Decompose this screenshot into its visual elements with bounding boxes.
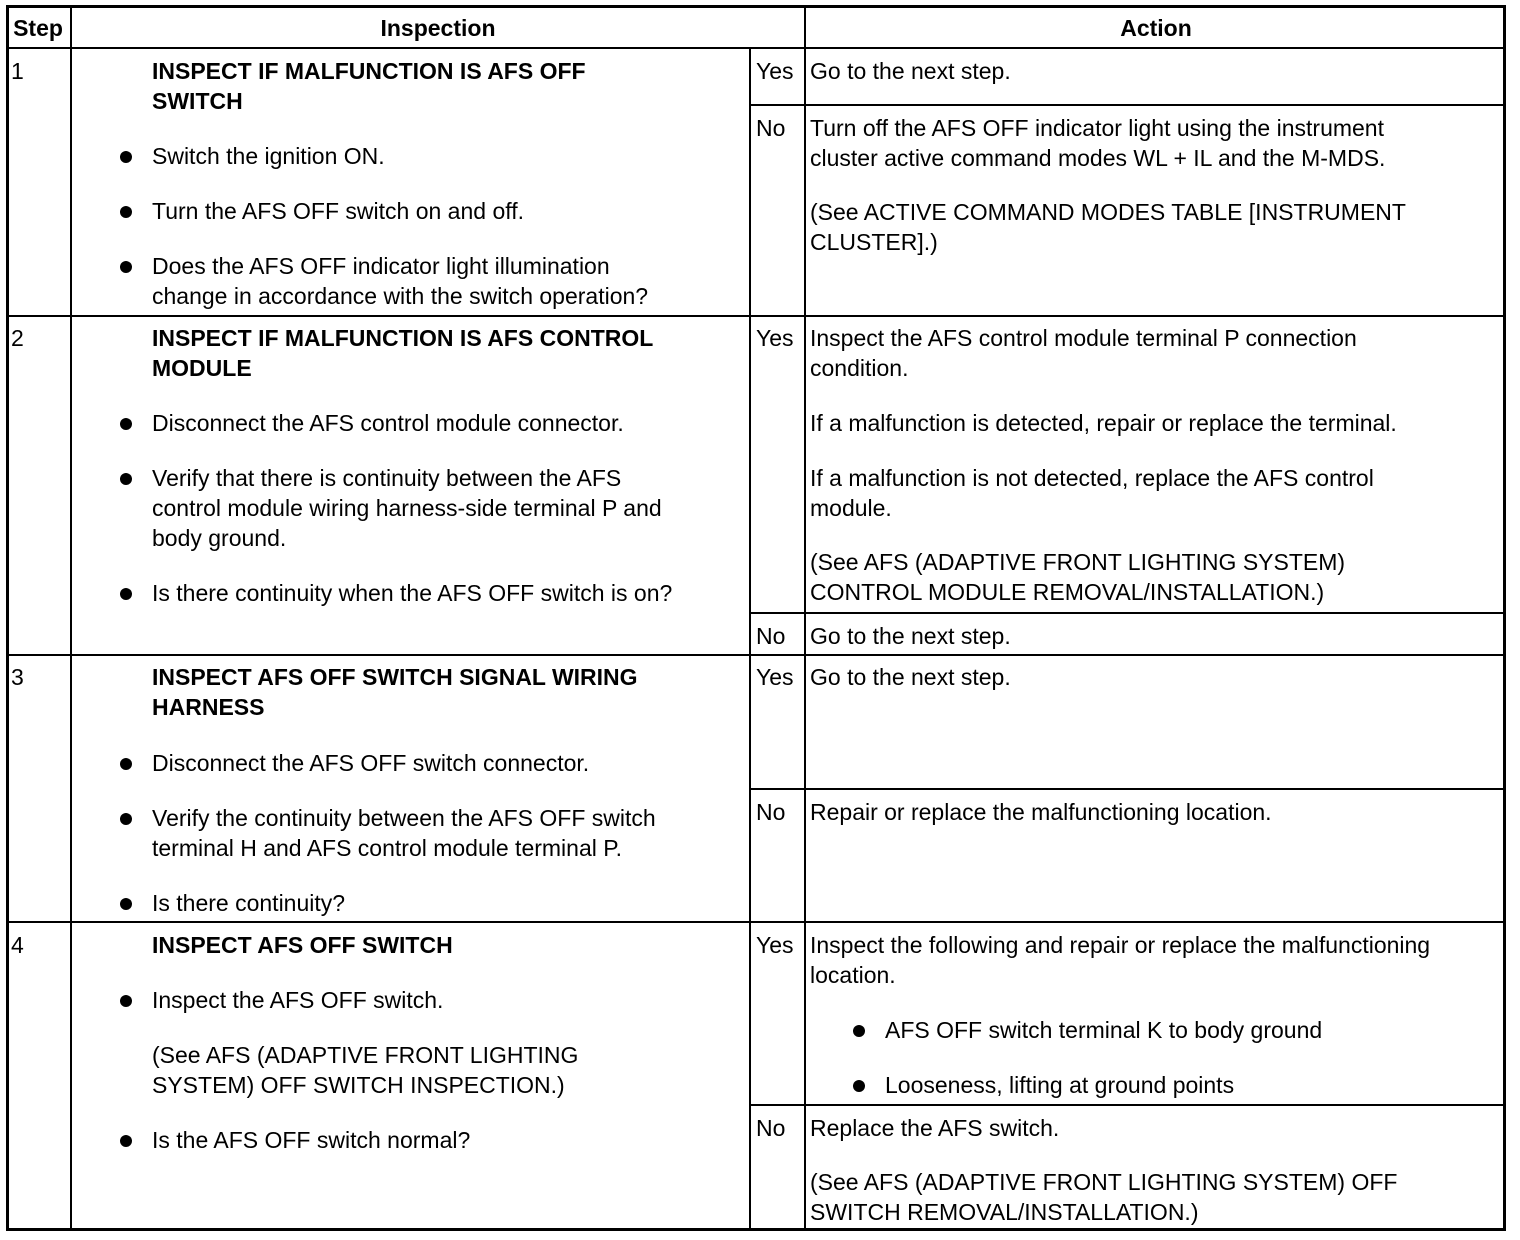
bullet-line: Verify the continuity between the AFS OFF switch	[152, 805, 656, 831]
reference-line: (See AFS (ADAPTIVE FRONT LIGHTING	[152, 1042, 579, 1068]
step-number: 3	[11, 664, 24, 690]
action-line: (See AFS (ADAPTIVE FRONT LIGHTING SYSTEM)	[810, 549, 1346, 575]
yes-action-reference	[810, 547, 1345, 607]
inspection-bullet: Inspect the AFS OFF switch.	[152, 987, 444, 1013]
bullet-line: body ground.	[152, 525, 287, 551]
no-action	[810, 113, 1385, 173]
inspection-reference	[152, 1040, 578, 1100]
inspection-title	[152, 662, 638, 722]
step-number: 1	[11, 58, 24, 84]
inspection-bullet: Disconnect the AFS OFF switch connector.	[152, 750, 590, 776]
yes-action	[810, 930, 1430, 990]
action-line: CLUSTER].)	[810, 229, 938, 255]
row1-divider	[6, 315, 1506, 317]
inspection-bullet: Is there continuity when the AFS OFF switch is on?	[152, 580, 673, 606]
yes-label: Yes	[756, 664, 794, 690]
no-action: Repair or replace the malfunctioning location.	[810, 799, 1272, 825]
row3-divider	[6, 921, 1506, 923]
action-line: If a malfunction is not detected, replace the AFS control	[810, 465, 1374, 491]
action-line: location.	[810, 962, 896, 988]
action-line: (See ACTIVE COMMAND MODES TABLE [INSTRUMENT	[810, 199, 1406, 225]
action-col-divider	[804, 5, 806, 1231]
no-action-reference	[810, 1167, 1397, 1227]
title-line: HARNESS	[152, 694, 265, 720]
bullet-line: Verify that there is continuity between the AFS	[152, 465, 622, 491]
action-line: condition.	[810, 355, 909, 381]
inspection-bullet	[152, 251, 648, 311]
no-action: Go to the next step.	[810, 623, 1011, 649]
no-action: Replace the AFS switch.	[810, 1115, 1060, 1141]
action-bullet: Looseness, lifting at ground points	[885, 1072, 1235, 1098]
inspection-bullet	[152, 463, 662, 553]
title-line: INSPECT AFS OFF SWITCH SIGNAL WIRING	[152, 664, 638, 690]
action-line: SWITCH REMOVAL/INSTALLATION.)	[810, 1199, 1199, 1225]
no-label: No	[756, 115, 786, 141]
action-line: module.	[810, 495, 892, 521]
inspection-col-divider	[749, 48, 751, 1231]
inspection-bullet	[152, 803, 656, 863]
yes-action: Go to the next step.	[810, 664, 1011, 690]
action-bullet: AFS OFF switch terminal K to body ground	[885, 1017, 1323, 1043]
action-line: Turn off the AFS OFF indicator light using the instrument	[810, 115, 1384, 141]
inspection-bullet: Is the AFS OFF switch normal?	[152, 1127, 471, 1153]
title-line: SWITCH	[152, 88, 243, 114]
inspection-bullet: Switch the ignition ON.	[152, 143, 385, 169]
inspection-bullet: Is there continuity?	[152, 890, 346, 916]
bullet-line: Does the AFS OFF indicator light illumination	[152, 253, 610, 279]
action-line: cluster active command modes WL + IL and the M-MDS.	[810, 145, 1386, 171]
bullet-line: control module wiring harness-side terminal P and	[152, 495, 662, 521]
inspection-title	[152, 56, 586, 116]
title-line: INSPECT IF MALFUNCTION IS AFS OFF	[152, 58, 586, 84]
yes-action	[810, 323, 1357, 383]
yes-action: If a malfunction is detected, repair or replace the terminal.	[810, 410, 1397, 436]
action-line: Inspect the following and repair or replace the malfunctioning	[810, 932, 1431, 958]
reference-line: SYSTEM) OFF SWITCH INSPECTION.)	[152, 1072, 565, 1098]
bullet-line: change in accordance with the switch operation?	[152, 283, 649, 309]
inspection-bullet: Turn the AFS OFF switch on and off.	[152, 198, 524, 224]
yes-label: Yes	[756, 932, 794, 958]
yes-action: Go to the next step.	[810, 58, 1011, 84]
action-line: (See AFS (ADAPTIVE FRONT LIGHTING SYSTEM) OFF	[810, 1169, 1398, 1195]
bullet-line: terminal H and AFS control module terminal P.	[152, 835, 623, 861]
header-action: Action	[1120, 15, 1192, 41]
header-step: Step	[13, 15, 63, 41]
inspection-title	[152, 323, 653, 383]
yes-label: Yes	[756, 58, 794, 84]
row1-yesno-divider	[749, 104, 1506, 106]
row2-divider	[6, 654, 1506, 656]
no-label: No	[756, 1115, 786, 1141]
header-divider	[6, 47, 1506, 49]
row2-yesno-divider	[749, 612, 1506, 614]
row4-yesno-divider	[749, 1104, 1506, 1106]
no-label: No	[756, 799, 786, 825]
inspection-title: INSPECT AFS OFF SWITCH	[152, 932, 453, 958]
action-line: CONTROL MODULE REMOVAL/INSTALLATION.)	[810, 579, 1325, 605]
yes-label: Yes	[756, 325, 794, 351]
title-line: INSPECT IF MALFUNCTION IS AFS CONTROL	[152, 325, 654, 351]
header-inspection: Inspection	[380, 15, 496, 41]
title-line: MODULE	[152, 355, 252, 381]
step-col-divider	[70, 5, 72, 1231]
step-number: 4	[11, 932, 24, 958]
no-action-reference	[810, 197, 1406, 257]
action-line: Inspect the AFS control module terminal P connection	[810, 325, 1357, 351]
row3-yesno-divider	[749, 788, 1506, 790]
step-number: 2	[11, 325, 24, 351]
yes-action	[810, 463, 1374, 523]
inspection-bullet: Disconnect the AFS control module connector.	[152, 410, 624, 436]
no-label: No	[756, 623, 786, 649]
